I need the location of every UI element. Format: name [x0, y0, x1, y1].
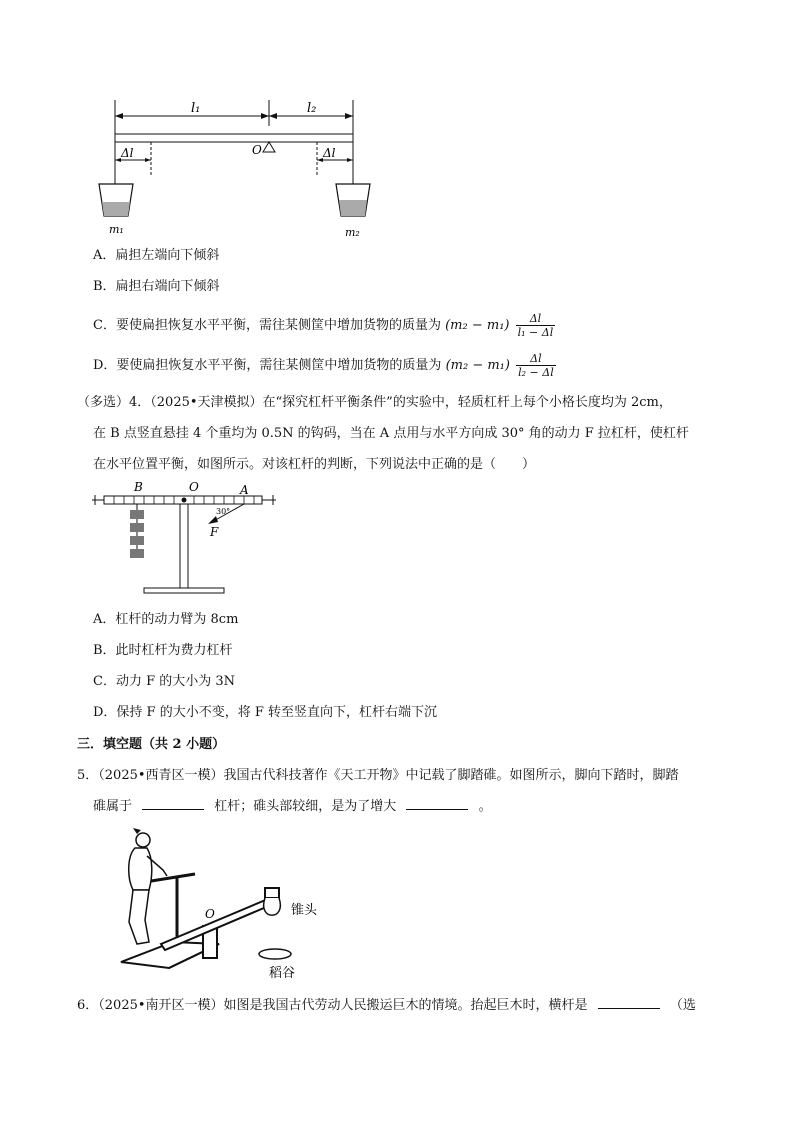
q3-option-d-fraction — [516, 352, 556, 379]
q3-option-c-expr: (m₂ − m₁) — [445, 318, 510, 333]
q3-option-c-denominator: l₁ − Δl — [517, 326, 554, 339]
q4-stem-line-3: 在水平位置平衡，如图所示。对该杠杆的判断，下列说法中正确的是（ ） — [93, 457, 536, 472]
lever-experiment-figure — [90, 478, 280, 602]
pestle-head-label: 锥头 — [291, 903, 318, 918]
q6-text-part-1: 6．（2025•南开区一模）如图是我国古代劳动人民搬运巨木的情境。抬起巨木时，横杆是 — [77, 998, 588, 1013]
angle-label: 30° — [216, 507, 231, 516]
q5-text-part-1: 碓属于 — [93, 799, 133, 814]
q6-stem-line-1 — [77, 996, 696, 1016]
delta-left-label: Δl — [121, 146, 134, 160]
m2-label: m₂ — [345, 226, 360, 239]
pivot-label: O — [252, 143, 262, 157]
q4-option-b: B．此时杠杆为费力杠杆 — [93, 643, 233, 658]
q3-option-d-numerator: Δl — [530, 352, 542, 365]
q3-option-d-expr: (m₂ − m₁) — [445, 358, 510, 373]
q5-blank-1[interactable] — [142, 797, 204, 810]
q3-option-d-denominator: l₂ − Δl — [518, 366, 554, 379]
q3-option-b: B．扁担右端向下倾斜 — [93, 279, 220, 294]
q4-option-d: D．保持 F 的大小不变，将 F 转至竖直向下，杠杆右端下沉 — [93, 705, 437, 720]
l2-label: l₂ — [307, 101, 317, 116]
delta-right-label: Δl — [323, 146, 336, 160]
q4-option-c: C．动力 F 的大小为 3N — [93, 674, 236, 689]
m1-label: m₁ — [109, 223, 124, 236]
q6-blank-1[interactable] — [598, 996, 660, 1009]
q5-text-part-2: 杠杆；碓头部较细，是为了增大 — [214, 799, 397, 814]
q3-option-a: A．扁担左端向下倾斜 — [93, 248, 220, 263]
q3-option-c-text: C．要使扁担恢复水平平衡，需往某侧筐中增加货物的质量为 — [93, 318, 441, 333]
grain-label: 稻谷 — [269, 966, 296, 981]
q3-option-c — [93, 312, 555, 339]
q5-text-part-3: 。 — [478, 799, 492, 814]
l1-label: l₁ — [191, 101, 201, 116]
q4-stem-line-2: 在 B 点竖直悬挂 4 个重均为 0.5N 的钩码，当在 A 点用与水平方向成 30° 角的动力 F 拉杠杆，使杠杆 — [93, 426, 689, 441]
q3-option-d-text: D．要使扁担恢复水平平衡，需往某侧筐中增加货物的质量为 — [93, 358, 442, 373]
q4-stem-line-1: （多选）4．（2025•天津模拟）在“探究杠杆平衡条件”的实验中，轻质杠杆上每个小格长度均为 2cm， — [77, 395, 672, 410]
point-b-label: B — [134, 480, 143, 494]
q5-stem-line-1: 5．（2025•西青区一模）我国古代科技著作《天工开物》中记载了脚踏碓。如图所示，脚向下踏时，脚踏 — [77, 768, 679, 783]
q6-text-part-2: （选 — [669, 998, 696, 1013]
force-f-label: F — [210, 525, 219, 539]
q5-stem-line-2 — [93, 797, 492, 817]
pivot-o-label: O — [205, 907, 215, 921]
q5-blank-2[interactable] — [406, 797, 468, 810]
section-heading: 三．填空题（共 2 小题） — [77, 737, 226, 752]
carrying-pole-figure — [95, 96, 385, 240]
q3-option-c-numerator: Δl — [529, 312, 542, 325]
point-o-label: O — [189, 480, 199, 494]
q4-option-a: A．杠杆的动力臂为 8cm — [93, 612, 239, 627]
point-a-label: A — [240, 483, 249, 497]
q3-option-c-fraction — [516, 312, 556, 339]
foot-pestle-figure — [115, 826, 320, 983]
q3-option-d — [93, 352, 556, 379]
